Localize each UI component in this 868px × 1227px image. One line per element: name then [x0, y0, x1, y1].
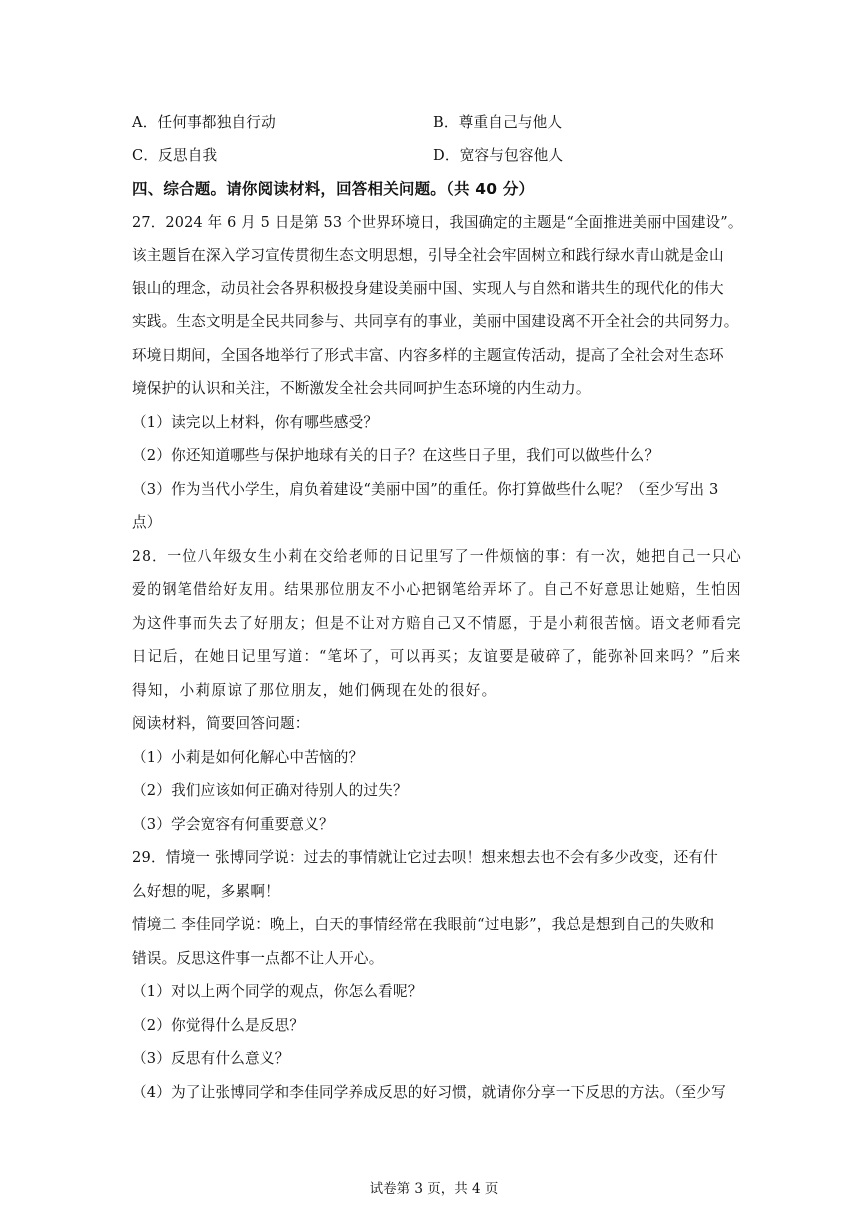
- option-c: C．反思自我: [132, 147, 218, 164]
- q29-sub-1: （1）对以上两个同学的观点，你怎么看呢？: [132, 983, 423, 1000]
- q28-line-4: 日记后，在她日记里写道：“笔坏了，可以再买；友谊要是破碎了，能弥补回来吗？”后来: [132, 648, 742, 665]
- section-4-heading: 四、综合题。请你阅读材料，回答相关问题。（共 40 分）: [132, 180, 535, 198]
- q28-sub-3: （3）学会宽容有何重要意义？: [132, 816, 334, 833]
- q28-sub-1: （1）小莉是如何化解心中苦恼的？: [132, 749, 364, 766]
- q28-sub-2: （2）我们应该如何正确对待别人的过失？: [132, 782, 408, 799]
- q29-sub-2: （2）你觉得什么是反思？: [132, 1017, 305, 1034]
- q27-sub-1: （1）读完以上材料，你有哪些感受？: [132, 414, 379, 431]
- q27-line-6: 境保护的认识和关注，不断激发全社会共同呵护生态环境的内生动力。: [132, 380, 591, 397]
- q27-sub-3-cont: 点）: [132, 514, 162, 531]
- q29-line-3: 情境二 李佳同学说：晚上，白天的事情经常在我眼前“过电影”，我总是想到自己的失败和: [132, 916, 715, 933]
- page-footer: 试卷第 3 页，共 4 页: [369, 1181, 499, 1197]
- q27-line-3: 银山的理念，动员社会各界积极投身建设美丽中国、实现人与自然和谐共生的现代化的伟大: [132, 280, 724, 297]
- q28-prompt: 阅读材料，简要回答问题：: [132, 715, 310, 732]
- q27-line-4: 实践。生态文明是全民共同参与、共同享有的事业，美丽中国建设离不开全社会的共同努力。: [132, 313, 739, 330]
- q29-line-1: 29．情境一 张博同学说：过去的事情就让它过去呗！想来想去也不会有多少改变，还有什: [132, 849, 718, 866]
- q27-line-5: 环境日期间，全国各地举行了形式丰富、内容多样的主题宣传活动，提高了全社会对生态环: [132, 347, 724, 364]
- q29-line-4: 错误。反思这件事一点都不让人开心。: [132, 950, 384, 967]
- q27-line-1: 27．2024 年 6 月 5 日是第 53 个世界环境日，我国确定的主题是“全面推进美丽中国建设”。: [132, 214, 743, 231]
- q27-sub-2: （2）你还知道哪些与保护地球有关的日子？在这些日子里，我们可以做些什么？: [132, 447, 660, 464]
- option-a: A．任何事都独自行动: [132, 114, 276, 131]
- q28-line-2: 爱的钢笔借给好友用。结果那位朋友不小心把钢笔给弄坏了。自己不好意思让她赔，生怕因: [132, 581, 742, 598]
- q29-sub-3: （3）反思有什么意义？: [132, 1050, 290, 1067]
- q29-sub-4: （4）为了让张博同学和李佳同学养成反思的好习惯，就请你分享一下反思的方法。（至少写: [132, 1084, 726, 1101]
- q28-line-1: 28．一位八年级女生小莉在交给老师的日记里写了一件烦恼的事：有一次，她把自己一只心: [132, 548, 743, 565]
- q27-line-2: 该主题旨在深入学习宣传贯彻生态文明思想，引导全社会牢固树立和践行绿水青山就是金山: [132, 247, 724, 264]
- option-b: B．尊重自己与他人: [433, 114, 563, 131]
- q28-line-5: 得知，小莉原谅了那位朋友，她们俩现在处的很好。: [132, 682, 498, 699]
- q29-line-2: 么好想的呢，多累啊！: [132, 883, 280, 900]
- option-d: D．宽容与包容他人: [433, 147, 564, 164]
- q28-line-3: 为这件事而失去了好朋友；但是不让对方赔自己又不情愿，于是小莉很苦恼。语文老师看完: [132, 615, 742, 632]
- q27-sub-3: （3）作为当代小学生，肩负着建设“美丽中国”的重任。你打算做些什么呢？（至少写出 3: [132, 481, 719, 498]
